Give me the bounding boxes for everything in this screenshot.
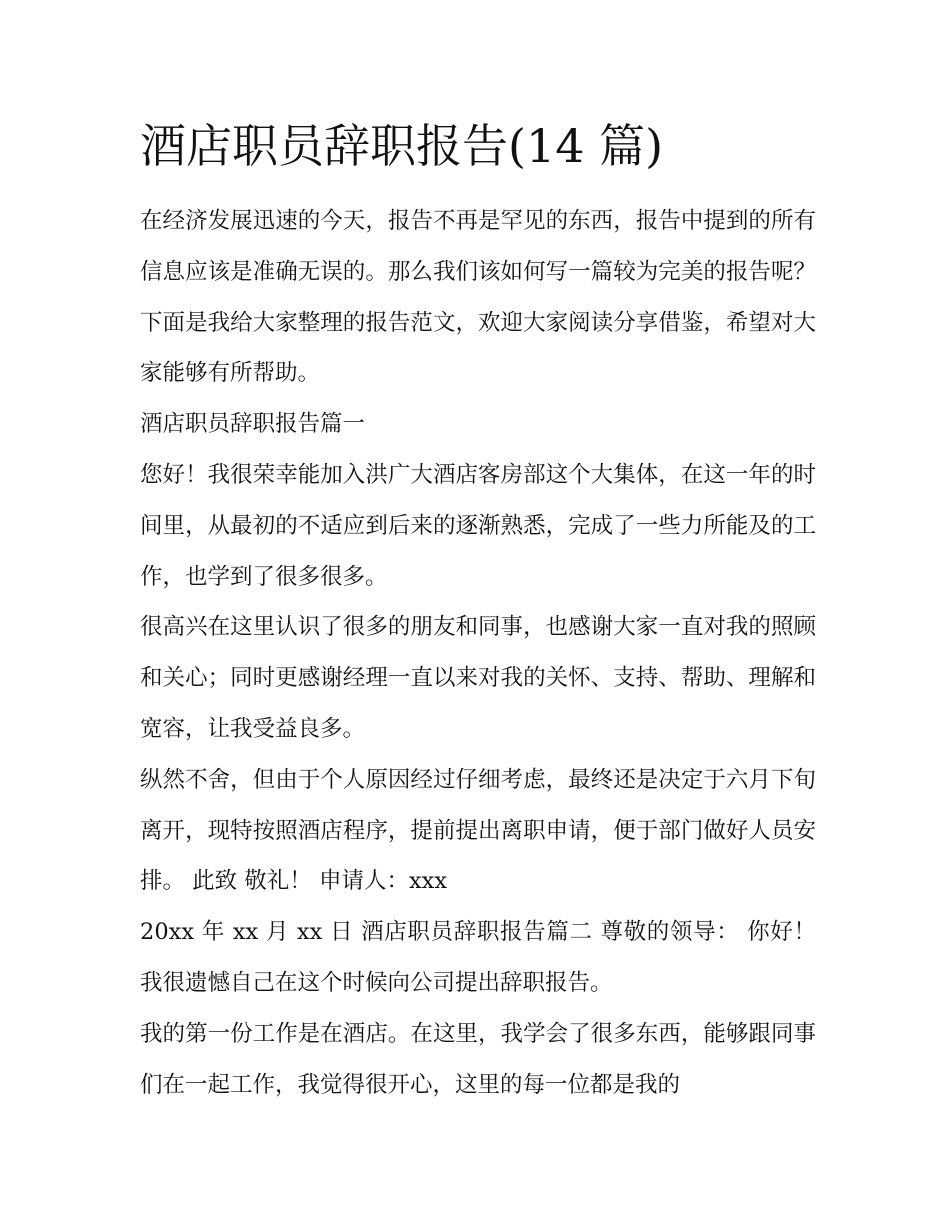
intro-paragraph: 在经济发展迅速的今天，报告不再是罕见的东西，报告中提到的所有信息应该是准确无误的。那么我们该如何写一篇较为完美的报告呢？下面是我给大家整理的报告范文，欢迎大家阅读分享借鉴，希望对大家能够有所帮助。: [140, 208, 816, 387]
body-paragraph: 很高兴在这里认识了很多的朋友和同事，也感谢大家一直对我的照顾和关心；同时更感谢经理一直以来对我的关怀、支持、帮助、理解和宽容，让我受益良多。: [140, 614, 816, 742]
body-paragraph: 我的第一份工作是在酒店。在这里，我学会了很多东西，能够跟同事们在一起工作，我觉得很开心，这里的每一位都是我的: [140, 1020, 816, 1098]
section-heading-1: 酒店职员辞职报告篇一: [140, 411, 366, 438]
document-body: [140, 196, 816, 1110]
body-paragraph: 纵然不舍，但由于个人原因经过仔细考虑，最终还是决定于六月下旬离开，现特按照酒店程序，提前提出离职申请，便于部门做好人员安排。 此致 敬礼！ 申请人：xxx: [140, 766, 816, 895]
body-paragraph: 20xx 年 xx 月 xx 日 酒店职员辞职报告篇二 尊敬的领导： 你好！ 我很遗憾自己在这个时候向公司提出辞职报告。: [140, 919, 816, 996]
document-title: 酒店职员辞职报告(14 篇): [140, 119, 664, 173]
body-paragraph: 您好！我很荣幸能加入洪广大酒店客房部这个大集体，在这一年的时间里，从最初的不适应到后来的逐渐熟悉，完成了一些力所能及的工作，也学到了很多很多。: [140, 461, 816, 590]
